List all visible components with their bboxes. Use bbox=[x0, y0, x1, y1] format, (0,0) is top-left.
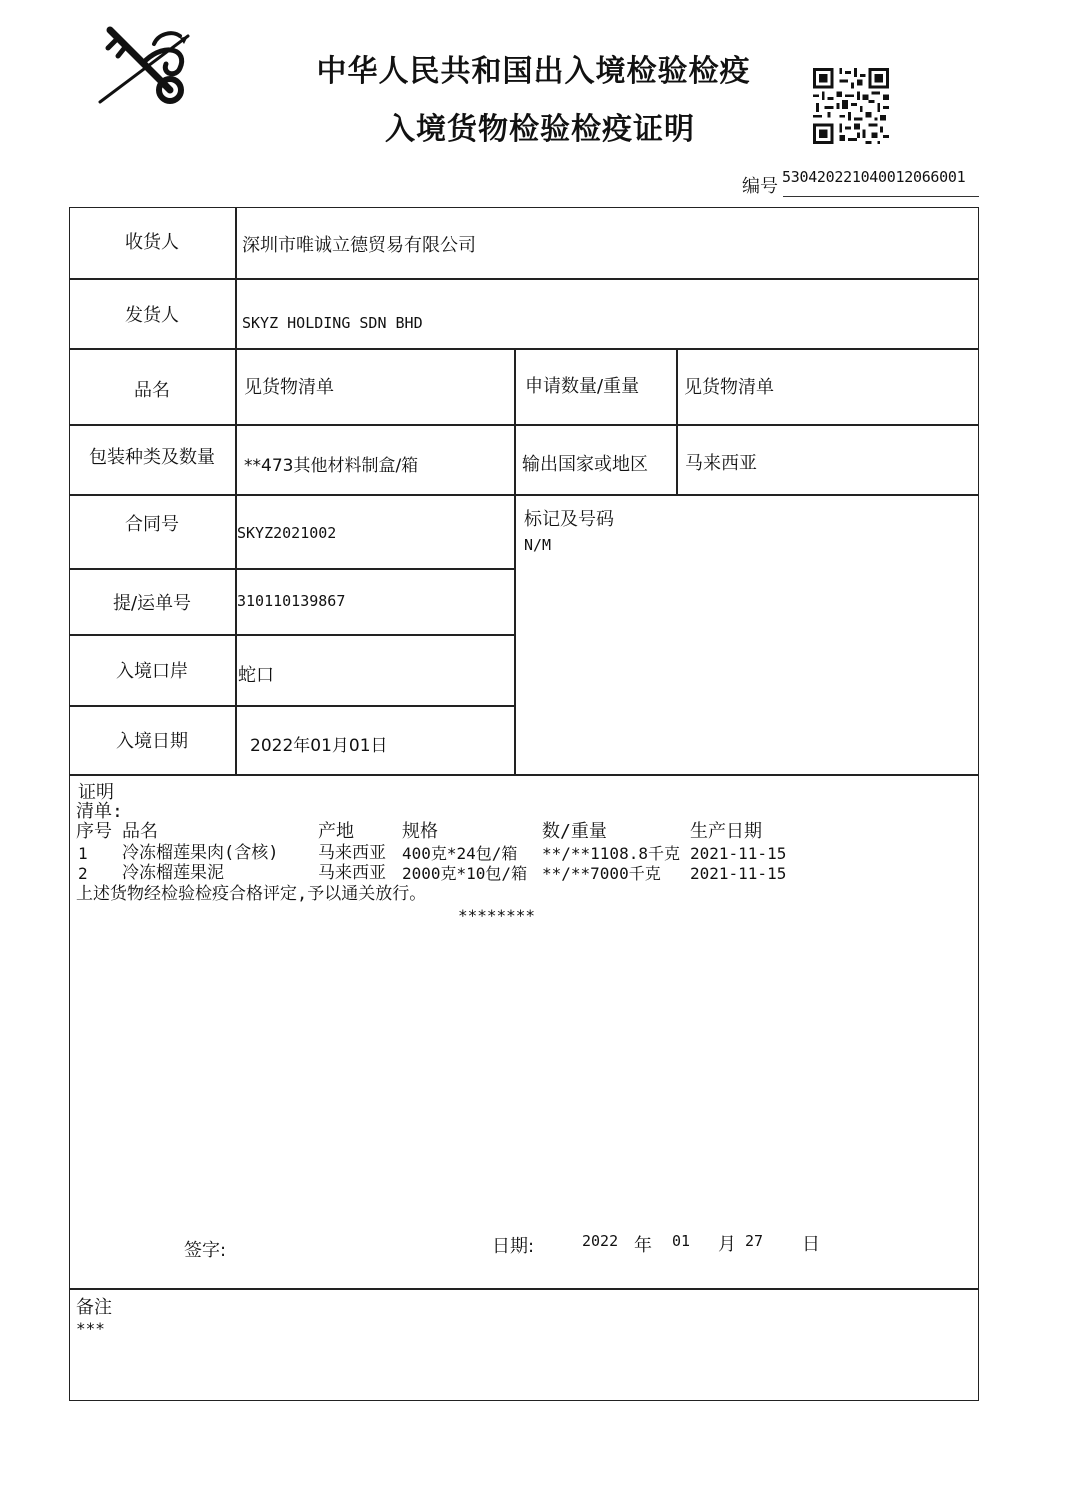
row-divider bbox=[69, 278, 979, 280]
row-divider bbox=[69, 634, 515, 636]
sign-year: 2022 bbox=[582, 1232, 619, 1250]
packaging-value: **473其他材料制盒/箱 bbox=[244, 456, 419, 476]
list-item-seq: 2 bbox=[78, 864, 88, 883]
quantity-value: 见货物清单 bbox=[684, 377, 774, 398]
cert-no-value: 530420221040012066001 bbox=[782, 168, 966, 186]
column-divider bbox=[235, 207, 237, 775]
remarks-value: *** bbox=[76, 1319, 105, 1338]
stars-separator: ******** bbox=[458, 906, 536, 925]
row-divider bbox=[69, 568, 515, 570]
document-subtitle: 入境货物检验检疫证明 bbox=[385, 112, 695, 147]
signature-label: 签字: bbox=[184, 1240, 227, 1261]
list-item-name: 冷冻榴莲果泥 bbox=[122, 863, 224, 883]
col-header-prod-date: 生产日期 bbox=[690, 821, 762, 842]
column-divider bbox=[514, 348, 516, 775]
sign-date-label: 日期: bbox=[492, 1236, 535, 1257]
origin-country-value: 马来西亚 bbox=[685, 453, 757, 474]
bill-of-lading-label: 提/运单号 bbox=[112, 593, 192, 614]
packaging-label: 包装种类及数量 bbox=[89, 447, 215, 468]
list-item-qty: **/**1108.8千克 bbox=[542, 844, 680, 863]
list-item-seq: 1 bbox=[78, 844, 88, 863]
list-heading: 清单: bbox=[76, 801, 123, 822]
column-divider bbox=[676, 348, 678, 495]
consignor-label: 发货人 bbox=[125, 305, 179, 326]
row-divider bbox=[69, 494, 979, 496]
entry-port-label: 入境口岸 bbox=[116, 661, 188, 682]
col-header-name: 品名 bbox=[122, 821, 158, 842]
col-header-seq: 序号 bbox=[76, 821, 112, 842]
certificate-heading: 证明 bbox=[78, 782, 114, 803]
row-divider bbox=[69, 348, 979, 350]
col-header-origin: 产地 bbox=[318, 821, 354, 842]
sign-day: 27 bbox=[745, 1232, 764, 1250]
entry-date-label: 入境日期 bbox=[116, 731, 188, 752]
sign-day-unit: 日 bbox=[802, 1234, 820, 1255]
list-item-spec: 2000克*10包/箱 bbox=[402, 864, 528, 883]
remarks-label: 备注 bbox=[76, 1297, 112, 1318]
list-item-origin: 马来西亚 bbox=[318, 863, 386, 883]
document-title: 中华人民共和国出入境检验检疫 bbox=[316, 54, 751, 89]
row-divider bbox=[69, 1288, 979, 1290]
entry-date-value: 2022年01月01日 bbox=[250, 736, 388, 756]
goods-name-label: 品名 bbox=[134, 380, 170, 401]
row-divider bbox=[69, 774, 979, 776]
list-item-prod-date: 2021-11-15 bbox=[690, 844, 787, 863]
row-divider bbox=[69, 705, 515, 707]
cert-no-underline bbox=[783, 196, 979, 197]
qr-code-icon bbox=[812, 68, 890, 144]
contract-no-value: SKYZ2021002 bbox=[237, 524, 337, 542]
quantity-label: 申请数量/重量 bbox=[525, 376, 640, 397]
marks-value: N/M bbox=[524, 536, 552, 554]
consignor-value: SKYZ HOLDING SDN BHD bbox=[242, 314, 423, 332]
list-item-spec: 400克*24包/箱 bbox=[402, 844, 518, 863]
cert-no-label: 编号 bbox=[742, 176, 778, 197]
list-item-qty: **/**7000千克 bbox=[542, 864, 661, 883]
list-item-prod-date: 2021-11-15 bbox=[690, 864, 787, 883]
origin-country-label: 输出国家或地区 bbox=[522, 454, 648, 475]
sign-year-unit: 年 bbox=[634, 1235, 652, 1256]
bill-of-lading-value: 310110139867 bbox=[237, 592, 346, 610]
col-header-spec: 规格 bbox=[402, 821, 438, 842]
list-item-name: 冷冻榴莲果肉(含核) bbox=[122, 843, 279, 863]
goods-name-value: 见货物清单 bbox=[244, 377, 334, 398]
consignee-label: 收货人 bbox=[125, 232, 179, 253]
certificate-statement: 上述货物经检验检疫合格评定,予以通关放行。 bbox=[76, 884, 427, 904]
sign-month-unit: 月 bbox=[718, 1234, 736, 1255]
contract-no-label: 合同号 bbox=[125, 514, 179, 535]
marks-label: 标记及号码 bbox=[524, 509, 614, 530]
entry-port-value: 蛇口 bbox=[238, 665, 274, 686]
col-header-qty: 数/重量 bbox=[542, 821, 607, 842]
sign-month: 01 bbox=[672, 1232, 691, 1250]
consignee-value: 深圳市唯诚立德贸易有限公司 bbox=[242, 235, 476, 256]
list-item-origin: 马来西亚 bbox=[318, 843, 386, 863]
row-divider bbox=[69, 424, 979, 426]
